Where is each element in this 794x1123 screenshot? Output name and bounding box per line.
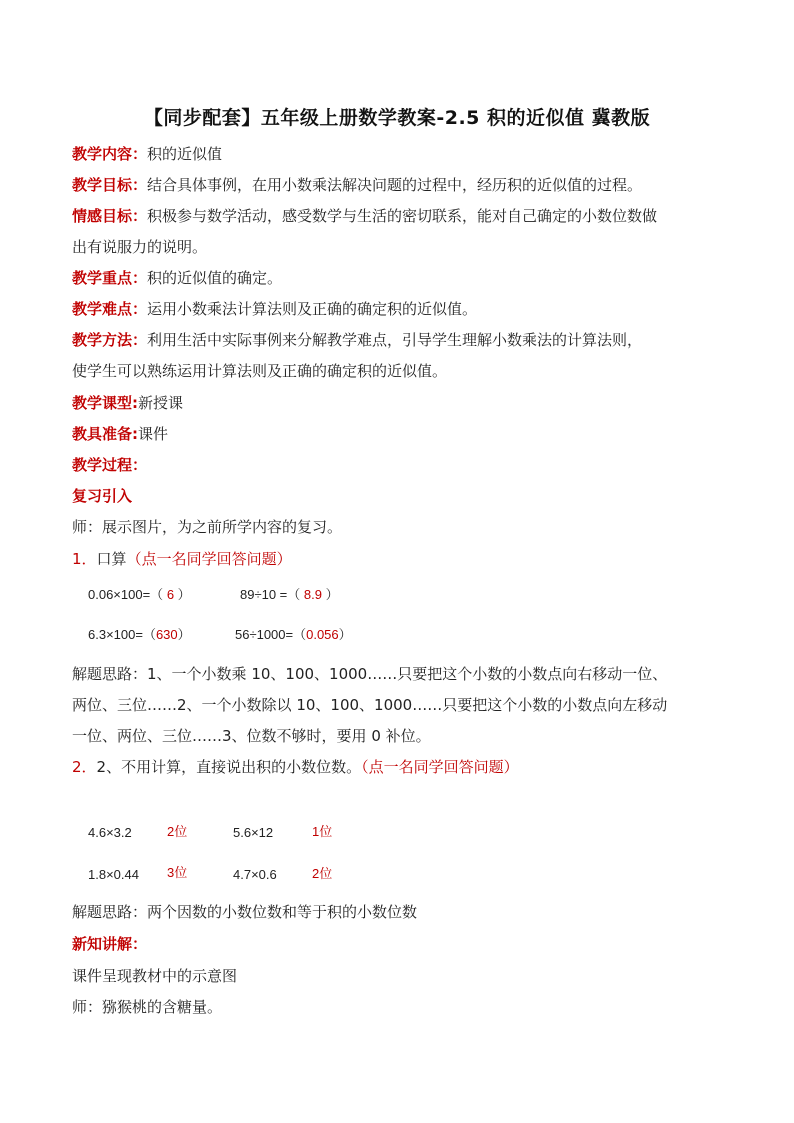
method-label: 教学方法： bbox=[72, 331, 148, 349]
difficulty-line bbox=[72, 299, 477, 319]
calc-answer: 630 bbox=[155, 627, 178, 642]
method-text: 利用生活中实际事例来分解教学难点，引导学生理解小数乘法的计算法则， bbox=[147, 331, 643, 349]
content-text: 积的近似值 bbox=[147, 145, 223, 163]
thought-1-line-3: 一位、两位、三位……3、位数不够时，要用 0 补位。 bbox=[72, 727, 431, 745]
digits-expression: 4.7×0.6 bbox=[233, 867, 277, 882]
key-line bbox=[72, 268, 282, 288]
calc-answer: 0.056 bbox=[306, 627, 339, 642]
question-2-text: 2、不用计算，直接说出积的小数位数。 bbox=[96, 758, 362, 776]
emotion-line-2 bbox=[72, 237, 207, 257]
new-knowledge-heading: 新知讲解： bbox=[72, 935, 148, 953]
calc-close: ） bbox=[325, 587, 339, 602]
digits-answer: 3位 bbox=[167, 865, 188, 880]
content-label: 教学内容： bbox=[72, 145, 148, 163]
calc-expression: 0.06×100=（ bbox=[88, 587, 164, 602]
emotion-text: 积极参与数学活动，感受数学与生活的密切联系，能对自己确定的小数位数做 bbox=[147, 207, 658, 225]
question-2 bbox=[72, 757, 519, 777]
tools-text: 课件 bbox=[138, 425, 169, 443]
question-1-number: 1． bbox=[72, 550, 97, 568]
question-2-note: （点一名同学回答问题） bbox=[361, 758, 519, 776]
process-line bbox=[72, 455, 147, 475]
digits-answer: 2位 bbox=[167, 824, 188, 839]
content-line bbox=[72, 144, 222, 164]
key-label: 教学重点： bbox=[72, 269, 148, 287]
method-line bbox=[72, 330, 642, 350]
new-knowledge-line-2: 师：猕猴桃的含糖量。 bbox=[72, 998, 223, 1016]
tools-line bbox=[72, 424, 168, 444]
emotion-label: 情感目标： bbox=[72, 207, 148, 225]
goal-line bbox=[72, 175, 642, 195]
digits-expression: 1.8×0.44 bbox=[88, 867, 139, 882]
difficulty-text: 运用小数乘法计算法则及正确的确定积的近似值。 bbox=[147, 300, 478, 318]
method-text-2: 使学生可以熟练运用计算法则及正确的确定积的近似值。 bbox=[72, 362, 448, 380]
new-knowledge-line-1: 课件呈现教材中的示意图 bbox=[72, 967, 238, 985]
calc-answer: 8.9 bbox=[303, 587, 322, 602]
calc-item bbox=[240, 587, 339, 603]
review-intro: 师：展示图片，为之前所学内容的复习。 bbox=[72, 518, 343, 536]
calc-expression: 56÷1000=（ bbox=[235, 627, 307, 642]
type-line bbox=[72, 393, 183, 413]
calc-item bbox=[88, 627, 191, 643]
calc-expression: 6.3×100=（ bbox=[88, 627, 156, 642]
review-heading: 复习引入 bbox=[72, 487, 133, 505]
question-1-text: 口算 bbox=[96, 550, 127, 568]
digits-expression: 4.6×3.2 bbox=[88, 825, 132, 840]
goal-label: 教学目标： bbox=[72, 176, 148, 194]
digits-expression: 5.6×12 bbox=[233, 825, 274, 840]
calc-close: ） bbox=[177, 627, 191, 642]
calc-item bbox=[235, 627, 352, 643]
emotion-text-2: 出有说服力的说明。 bbox=[72, 238, 208, 256]
calc-close: ） bbox=[338, 627, 352, 642]
type-text: 新授课 bbox=[138, 394, 184, 412]
digits-answer: 2位 bbox=[312, 866, 333, 881]
thought-2: 解题思路：两个因数的小数位数和等于积的小数位数 bbox=[72, 903, 418, 921]
difficulty-label: 教学难点： bbox=[72, 300, 148, 318]
emotion-line bbox=[72, 206, 657, 226]
calc-answer: 6 bbox=[166, 587, 175, 602]
tools-label: 教具准备 bbox=[72, 425, 133, 443]
thought-1-line-1: 解题思路：1、一个小数乘 10、100、1000……只要把这个小数的小数点向右移动一位、 bbox=[72, 665, 668, 683]
calc-close: ） bbox=[177, 587, 191, 602]
question-2-number: 2． bbox=[72, 758, 97, 776]
calc-item bbox=[88, 587, 191, 603]
thought-1-line-2: 两位、三位……2、一个小数除以 10、100、1000……只要把这个小数的小数点向左移动 bbox=[72, 696, 668, 714]
question-1-note: （点一名同学回答问题） bbox=[126, 550, 292, 568]
type-sep: : bbox=[132, 394, 139, 412]
method-line-2 bbox=[72, 361, 447, 381]
question-1 bbox=[72, 549, 292, 569]
document-title: 【同步配套】五年级上册数学教案-2.5 积的近似值 冀教版 bbox=[143, 107, 651, 129]
digits-answer: 1位 bbox=[312, 824, 333, 839]
calc-expression: 89÷10 =（ bbox=[240, 587, 301, 602]
goal-text: 结合具体事例，在用小数乘法解决问题的过程中，经历积的近似值的过程。 bbox=[147, 176, 643, 194]
process-label: 教学过程： bbox=[72, 456, 148, 474]
tools-sep: : bbox=[132, 425, 139, 443]
type-label: 教学课型 bbox=[72, 394, 133, 412]
key-text: 积的近似值的确定。 bbox=[147, 269, 283, 287]
